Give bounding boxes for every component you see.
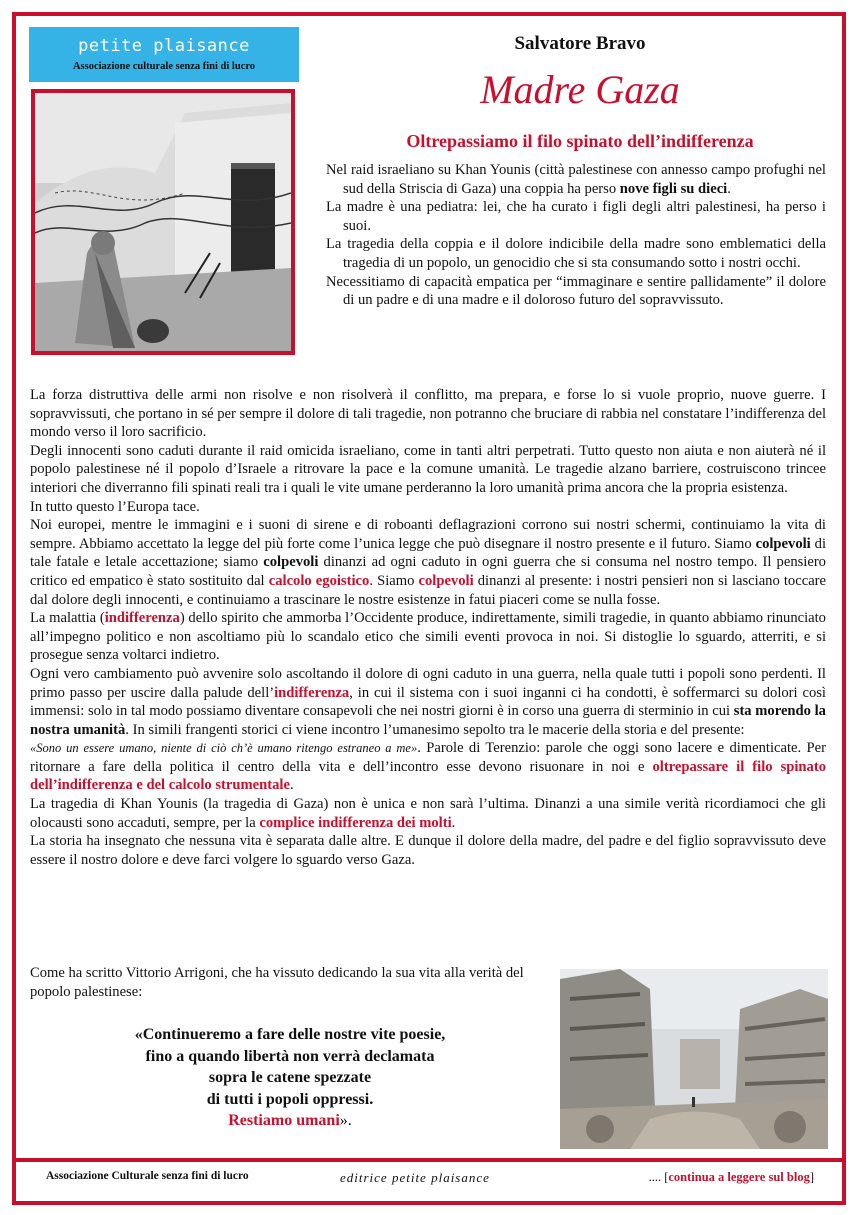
quote-end: ». (339, 1112, 352, 1129)
text-span: . (451, 814, 456, 831)
article-subtitle: Oltrepassiamo il filo spinato dell’indifferenza (406, 131, 754, 151)
text-span: , in cui il sistema con i suoi inganni ci ha condotti, è soffermarci su dolori così immensi: solo in tal modo possiamo diventare consapevoli che nei nostri giorni è in corso una guerra di sterminio in cui (30, 684, 826, 720)
citation-span: «Sono un essere umano, niente di ciò ch’è umano ritengo estraneo a me» (30, 741, 418, 756)
text-span: Nel raid israeliano su Khan Younis (città palestinese con annesso campo profughi nel sud della Striscia di Gaza) una coppia ha perso (326, 162, 826, 197)
bold-span: colpevoli (263, 554, 319, 571)
text-span: . Parole di Terenzio: parole che oggi sono lacere e dimenticate. Per ritornare a fare della politica il centro della vita e dell’incontro esse devono risuonare in noi e (30, 740, 827, 775)
body-paragraph: La forza distruttiva delle armi non risolve e non risolverà il conflitto, ma prepara, e forse lo si vuole proprio, nuove guerre. I sopravvissuti, che portano in sé per sempre il dolore di tali tragedie, non potranno che bruciare di rabbia nel constatare l’indifferenza del mondo verso il loro sacrificio. (30, 387, 827, 441)
text-span: . In simili frangenti storici ci viene incontro l’umanesimo sepolto tra le macerie della storia e del presente: (125, 721, 745, 738)
footer-publisher: editrice petite plaisance (340, 1170, 490, 1185)
arrigoni-quote (60, 1024, 520, 1132)
text-span: ) dello spirito che ammorba l’Occidente produce, indirettamente, simili tragedie, in quanto abbiamo rinunciato all’impegno politico e non ascoltiamo più lo scandalo etico che simili eventi provoca in noi. Si distoglie lo sguardo, atterriti, e si prosegue senza voltarci indietro. (30, 610, 826, 664)
text-span: . (727, 180, 731, 197)
text-span: . Siamo (369, 572, 419, 589)
footer-association: Associazione Culturale senza fini di lucro (46, 1170, 249, 1182)
body-paragraph (30, 516, 826, 609)
text-span: Ogni vero cambiamento può avvenire solo ascoltando il dolore di ogni caduto in una guerra, nella quale tutti i popoli sono perdenti. Il primo passo per uscire dalla palude dell’ (30, 665, 826, 701)
intro-text (326, 161, 826, 310)
body-paragraph (30, 609, 826, 665)
intro-paragraph: Necessitiamo di capacità empatica per “immaginare e sentire pallidamente” il dolore di un padre e di una madre e il doloroso futuro del sopravvissuto. (326, 273, 826, 309)
highlight-span: calcolo egoistico (268, 572, 370, 589)
quote-line: fino a quando libertà non verrà declamata (145, 1047, 435, 1065)
text-span: La tragedia di Khan Younis (la tragedia di Gaza) non è unica e non sarà l’ultima. Dinanzi a una simile verità ricordiamoci che gli olocausti sono accaduti, sempre, per la (30, 796, 826, 831)
intro-paragraph (326, 161, 826, 198)
body-paragraph (30, 665, 826, 739)
footer-divider (12, 1158, 842, 1162)
photo-gaza-ruins-image (560, 969, 828, 1149)
body-paragraph: In tutto questo l’Europa tace. (30, 498, 200, 515)
highlight-span: complice indifferenza dei molti (259, 814, 452, 831)
quote-highlight: Restiamo umani (228, 1112, 340, 1129)
photo-gaza-ruins (560, 969, 828, 1149)
logo-subtitle: Associazione culturale senza fini di lucro (72, 61, 256, 72)
text-span: di tale fatale e letale accettazione; siamo (30, 535, 826, 571)
text-span: Noi europei, mentre le immagini e i suoni di sirene e di roboanti deflagrazioni corrono sui nostri schermi, continuiamo la vita di sempre. Abbiamo accettato la legge del più forte come l’unica legge che può disegnare il nostro presente e il futuro. Siamo (30, 517, 826, 552)
logo-title: petite plaisance (78, 36, 250, 56)
text-span: ] (809, 1170, 814, 1184)
highlight-span: indifferenza (104, 610, 180, 627)
photo-woman-barbed-wire-image (35, 93, 291, 351)
blog-link[interactable]: continua a leggere sul blog (668, 1170, 810, 1184)
quote-line: «Continueremo a fare delle nostre vite poesie, (134, 1026, 446, 1043)
text-span: dinanzi ad ogni caduto in ogni guerra che si consuma nel nostro tempo. Il pensiero critico ed empatico è stato sostituito dal (30, 554, 826, 589)
quote-line (60, 1110, 520, 1132)
article-author: Salvatore Bravo (514, 33, 646, 54)
text-span: dinanzi al presente: i nostri pensieri non si lasciano toccare dal dolore degli innocenti, e continuiamo a trascinare le nostre esistenze in fatui piaceri come se nulla fosse. (30, 572, 827, 608)
intro-paragraph: La tragedia della coppia e il dolore indicibile della madre sono emblematici della tragedia di un popolo, un genocidio che si sta consumando sotto i nostri occhi. (326, 236, 826, 271)
text-span: . (289, 777, 294, 794)
intro-paragraph: La madre è una pediatra: lei, che ha curato i figli degli altri palestinesi, ha perso i suoi. (326, 199, 826, 234)
bold-span: nove figli su dieci (619, 180, 728, 197)
highlight-span: indifferenza (274, 684, 350, 701)
body-paragraph (30, 795, 826, 832)
quote-line: di tutti i popoli oppressi. (206, 1090, 374, 1108)
photo-woman-barbed-wire (31, 89, 295, 355)
body-paragraph: La storia ha insegnato che nessuna vita è separata dalle altre. E dunque il dolore della madre, del padre e del figlio sopravvissuto deve essere il nostro dolore e deve farci volgere lo sguardo verso Gaza. (30, 833, 826, 868)
publisher-logo (29, 27, 299, 82)
text-span: La malattia ( (30, 610, 105, 627)
article-title: Madre Gaza (480, 67, 680, 112)
quote-line: sopra le catene spezzate (208, 1069, 372, 1086)
footer-blog-link[interactable] (649, 1170, 814, 1185)
bold-span: sta morendo la nostra umanità (30, 703, 826, 738)
highlight-span: colpevoli (418, 572, 474, 589)
bold-span: colpevoli (755, 535, 811, 552)
arrigoni-intro: Come ha scritto Vittorio Arrigoni, che ha vissuto dedicando la sua vita alla verità del popolo palestinese: (30, 965, 524, 1000)
body-paragraph: Degli innocenti sono caduti durante il raid omicida israeliano, come in tanti altri perpetrati. Tutto questo non aiuta e non aiuterà né il popolo palestinese né il popolo d’Israele a ritrovare la pace e la comune umanità. Le tragedie alzano barriere, costruiscono trincee interiori che diverranno fili spinati reali tra i quali le vite umane perderanno la loro umanità prima ancora che la propria esistenza. (30, 442, 826, 496)
body-text (30, 386, 826, 869)
text-span: .... [ (648, 1170, 669, 1184)
highlight-span: oltrepassare il filo spinato dell’indifferenza e del calcolo strumentale (30, 758, 827, 794)
body-paragraph-citation (30, 739, 826, 795)
